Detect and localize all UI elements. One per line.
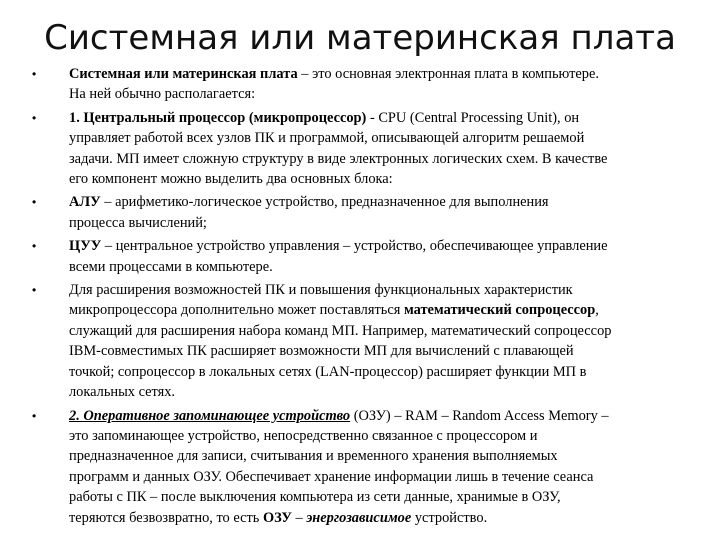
bullet-text-segment: , служащий для расширения набора команд МП. Например, математический сопроцессор IBM-совместимых ПК расширяет возможности МП для вычислений с плавающей точкой; сопроцессор в локальных сетях (LAN-процессор) расширяет функции МП в локальных сетях. <box>69 302 612 401</box>
bullet-dot: • <box>32 67 37 81</box>
bullet-text-segment: ЦУУ <box>69 238 102 255</box>
bullet-text-segment: Системная или материнская плата <box>69 66 298 82</box>
bullet-dot: • <box>32 239 37 254</box>
bullet-text-segment: – это основная электронная плата в компьютере. На ней обычно располагается: <box>69 66 599 103</box>
bullet-text-segment: Для расширения возможностей ПК и повышения функциональных характеристик микропроцессора дополнительно может поставляться <box>69 282 573 319</box>
bullet-item <box>0 64 720 105</box>
bullet-text-segment: (ОЗУ) – RAM – Random Access Memory – это запоминающее устройство, непосредственно связанное с процессором и предназначенное для записи, считывания и временного хранения выполняемых программ и данных ОЗУ. Обеспечивает хранение информации лишь в течение сеанса работы с ПК – после выключения компьютера из сети данные, хранимые в ОЗУ, теряются безвозвратно, то есть <box>69 407 609 526</box>
bullet-text-segment: ОЗУ <box>262 509 292 526</box>
bullet-item <box>0 236 720 277</box>
bullet-dot: • <box>32 195 37 210</box>
bullet-text-segment: – центральное устройство управления – устройство, обеспечивающее управление всеми процессами в компьютере. <box>69 238 608 275</box>
bullet-text-segment: устройство. <box>411 509 488 526</box>
bullet-text-segment: энергозависимое <box>306 509 412 526</box>
bullet-list <box>0 64 720 531</box>
bullet-dot: • <box>32 110 37 125</box>
bullet-text-segment: – <box>291 509 307 526</box>
bullet-text-segment: математический сопроцессор <box>403 302 596 319</box>
bullet-item <box>0 280 720 402</box>
bullet-text-segment: - CPU (Central Processing Unit), он управляет работой всех узлов ПК и программой, описывающей алгоритм решаемой задачи. МП имеет сложную структуру в виде электронных логических схем. В качестве его компонент можно выделить два основных блока: <box>69 109 608 188</box>
bullet-dot: • <box>32 283 37 298</box>
bullet-dot: • <box>32 408 37 423</box>
bullet-text-segment: АЛУ <box>69 194 101 211</box>
bullet-text-segment: – арифметико-логическое устройство, предназначенное для выполнения процесса вычислений; <box>69 194 549 231</box>
bullet-item <box>0 108 720 190</box>
bullet-item <box>0 406 720 528</box>
bullet-text-segment: 2. Оперативное запоминающее устройство <box>69 407 351 424</box>
slide-title: Системная или материнская плата <box>44 18 676 58</box>
bullet-text-segment: 1. Центральный процессор (микропроцессор) <box>69 109 367 126</box>
bullet-item <box>0 192 720 233</box>
